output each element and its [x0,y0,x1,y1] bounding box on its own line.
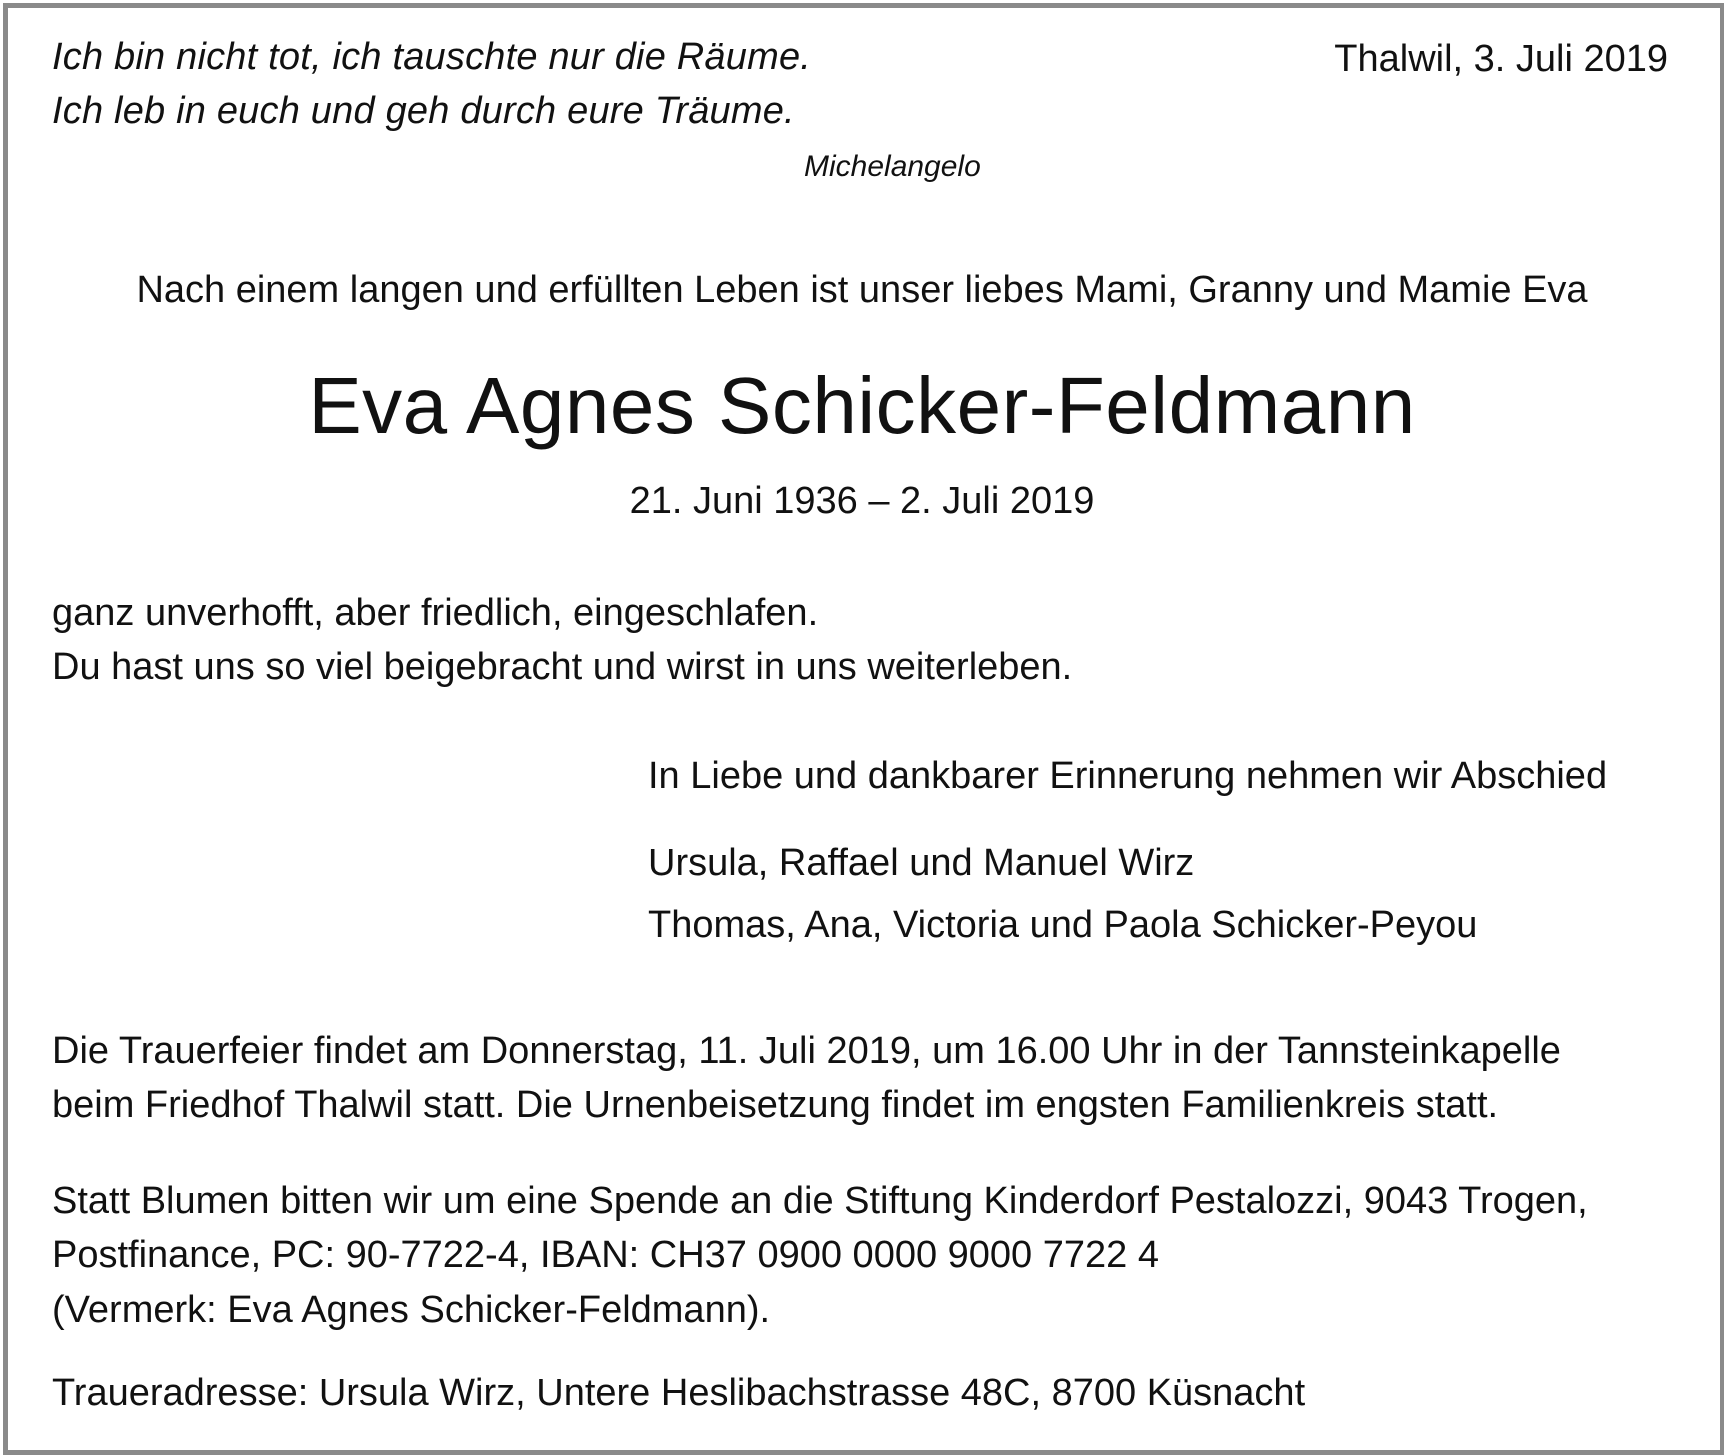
quote-line-1: Ich bin nicht tot, ich tauschte nur die Räume. [52,36,812,78]
donation-line-2: Postfinance, PC: 90-7722-4, IBAN: CH37 0900 0000 9000 7722 4 [52,1234,1159,1276]
quote-author: Michelangelo [804,150,981,183]
mourner-line: Thomas, Ana, Victoria und Paola Schicker-Peyou [648,904,1478,946]
ceremony-line-1: Die Trauerfeier findet am Donnerstag, 11. Juli 2019, um 16.00 Uhr in der Tannsteinkapelle [52,1030,1561,1072]
quote-line-2: Ich leb in euch und geh durch eure Träume. [52,90,795,132]
message-line-2: Du hast uns so viel beigebracht und wirst in uns weiterleben. [52,646,1073,688]
message-line-1: ganz unverhofft, aber friedlich, eingeschlafen. [52,592,819,634]
intro-text: Nach einem langen und erfüllten Leben ist unser liebes Mami, Granny und Mamie Eva [136,269,1588,311]
mourner-line: Ursula, Raffael und Manuel Wirz [648,842,1195,884]
place-date: Thalwil, 3. Juli 2019 [1334,38,1668,80]
farewell-text: In Liebe und dankbarer Erinnerung nehmen wir Abschied [648,755,1608,797]
donation-line-3: (Vermerk: Eva Agnes Schicker-Feldmann). [52,1289,771,1331]
life-dates: 21. Juni 1936 – 2. Juli 2019 [629,480,1095,522]
ceremony-line-2: beim Friedhof Thalwil statt. Die Urnenbeisetzung findet im engsten Familienkreis statt. [52,1084,1499,1126]
donation-line-1: Statt Blumen bitten wir um eine Spende an die Stiftung Kinderdorf Pestalozzi, 9043 Trogen, [52,1180,1588,1222]
deceased-name: Eva Agnes Schicker-Feldmann [308,361,1416,450]
mourning-address: Traueradresse: Ursula Wirz, Untere Heslibachstrasse 48C, 8700 Küsnacht [52,1372,1306,1414]
